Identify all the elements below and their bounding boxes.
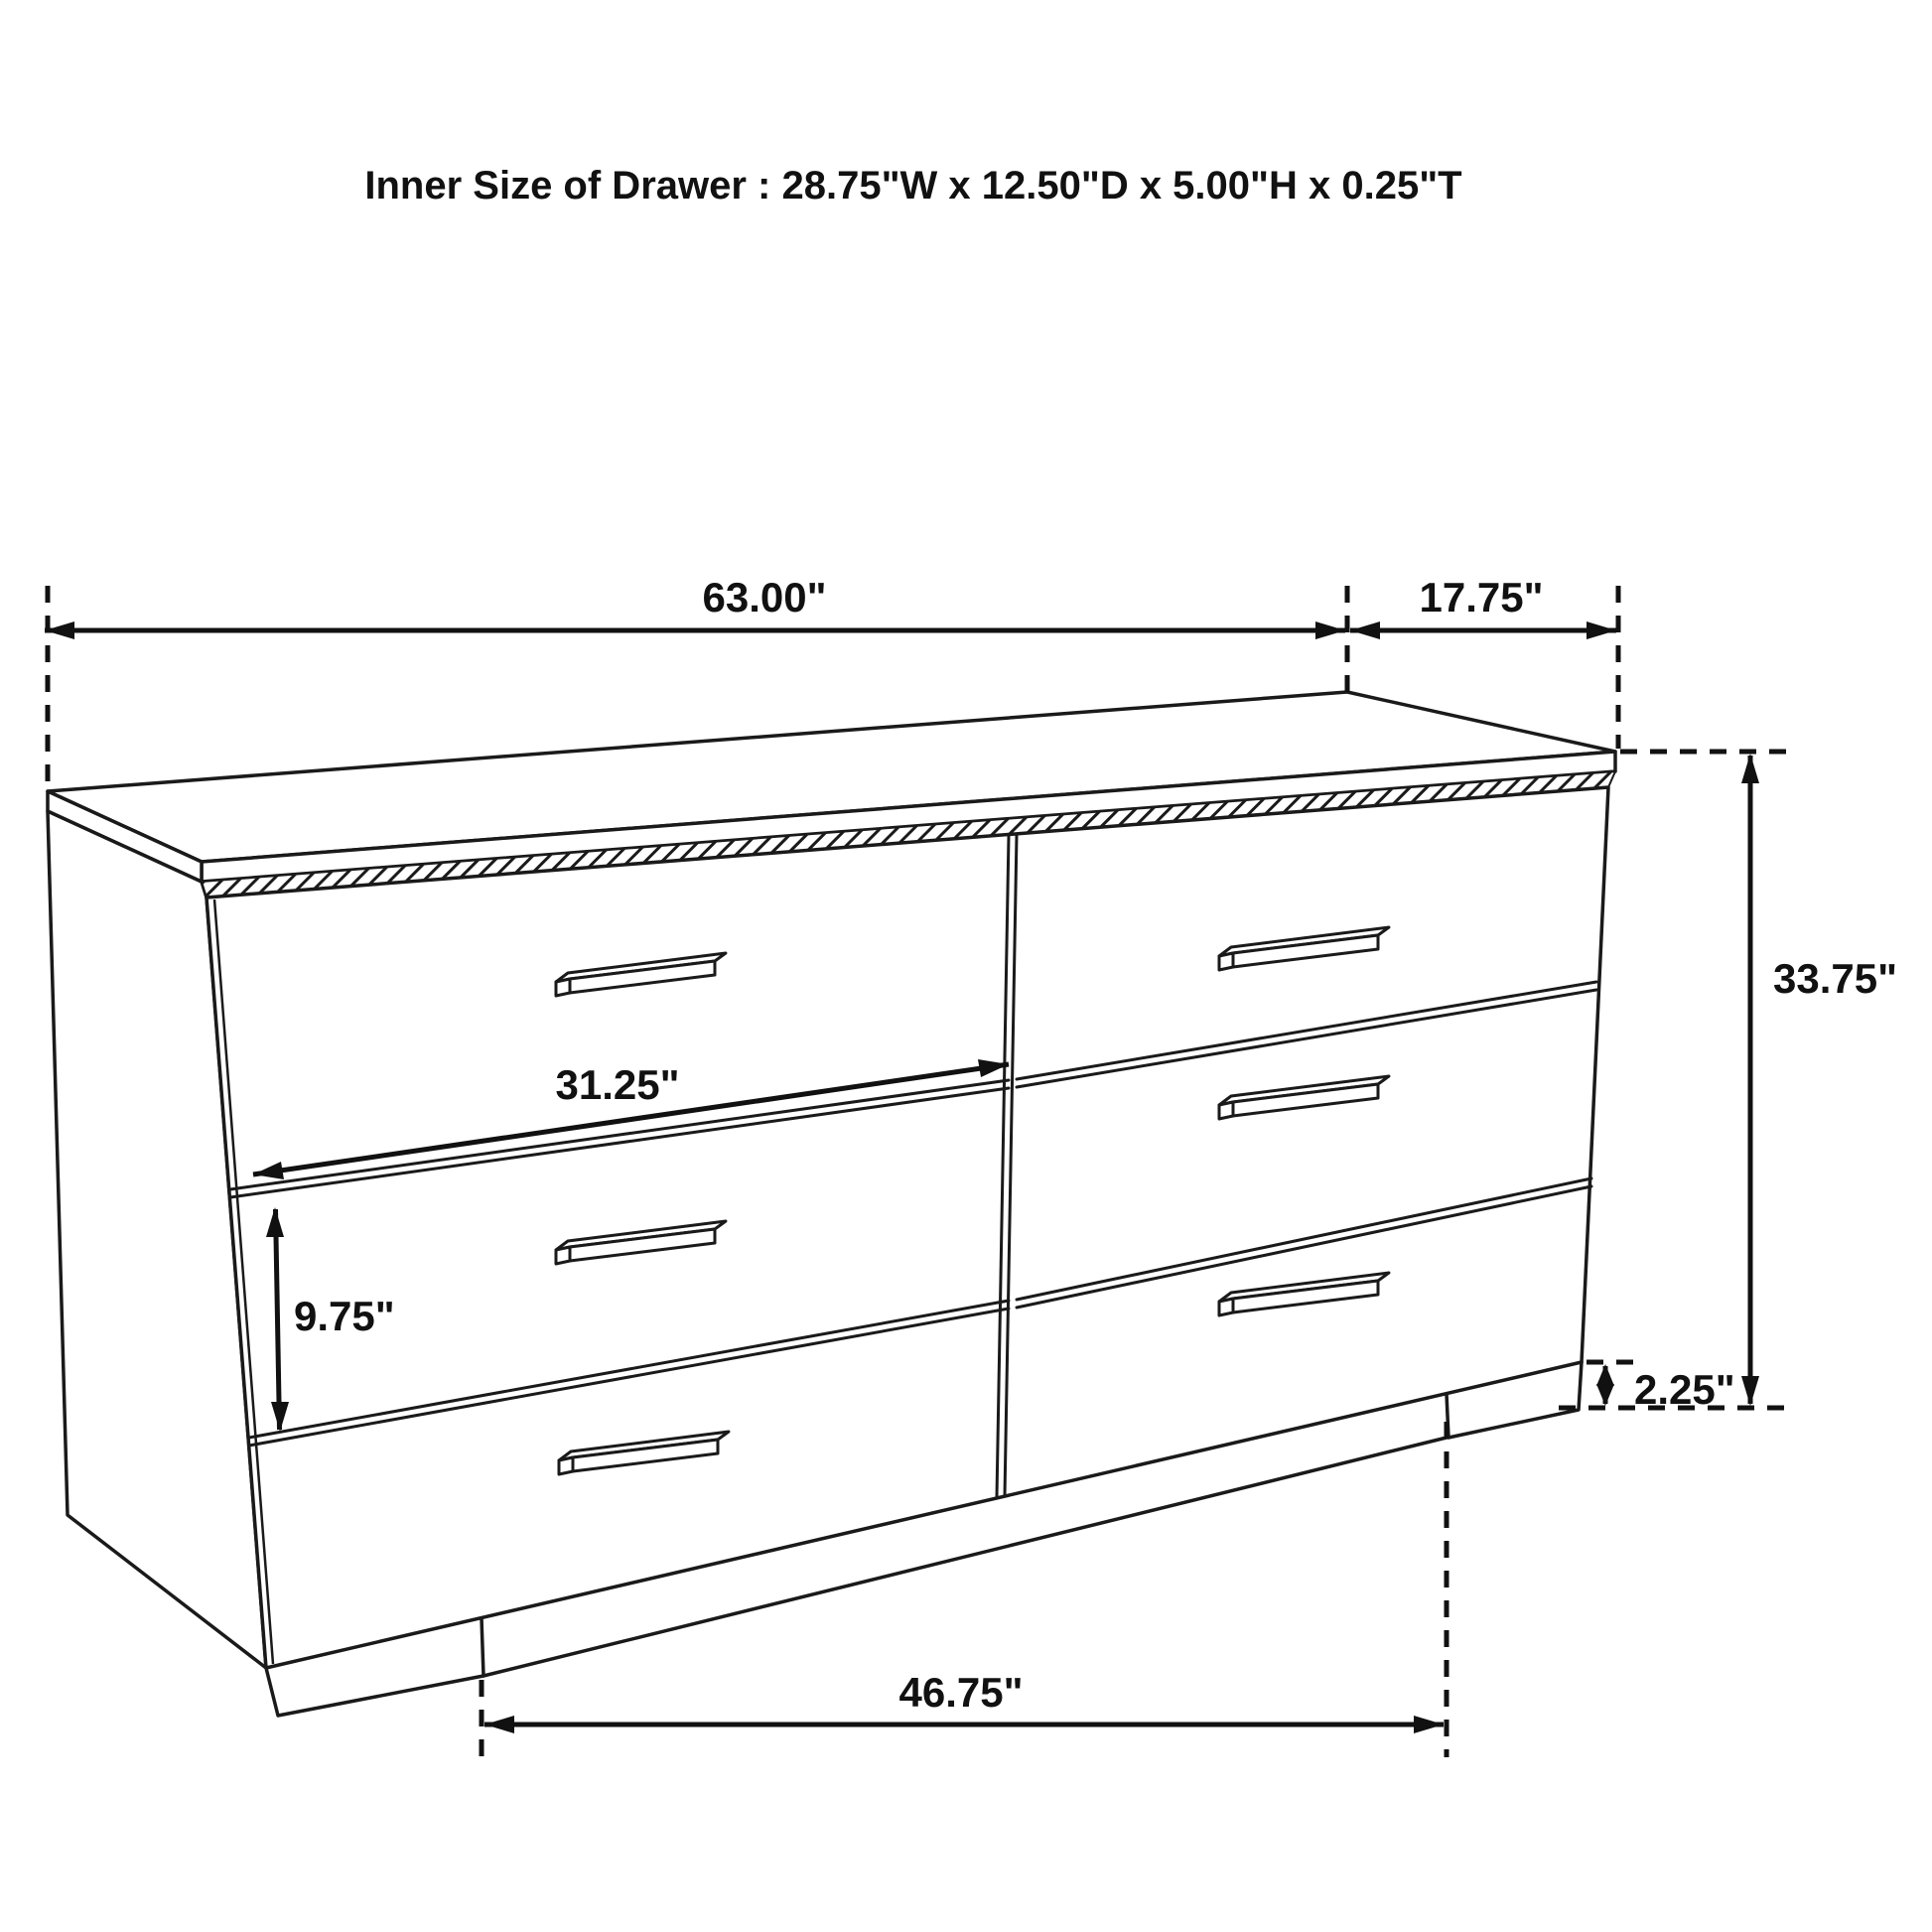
dresser-front	[207, 787, 1608, 1668]
diagram-title: Inner Size of Drawer : 28.75"W x 12.50"D x 5.00"H x 0.25"T	[364, 164, 1462, 207]
dim-label-drawer-width: 31.25"	[555, 1061, 680, 1108]
dim-label-base-width: 46.75"	[898, 1669, 1024, 1716]
dim-base-clearance	[1559, 1362, 1793, 1413]
dim-label-overall-width: 63.00"	[702, 574, 827, 621]
dim-label-overall-depth: 17.75"	[1419, 574, 1544, 621]
dim-label-overall-height: 33.75"	[1773, 955, 1898, 1002]
dim-label-base-clearance: 2.25"	[1634, 1366, 1735, 1413]
dim-label-drawer-height: 9.75"	[294, 1293, 395, 1339]
dim-overall-height	[1620, 752, 1897, 1406]
